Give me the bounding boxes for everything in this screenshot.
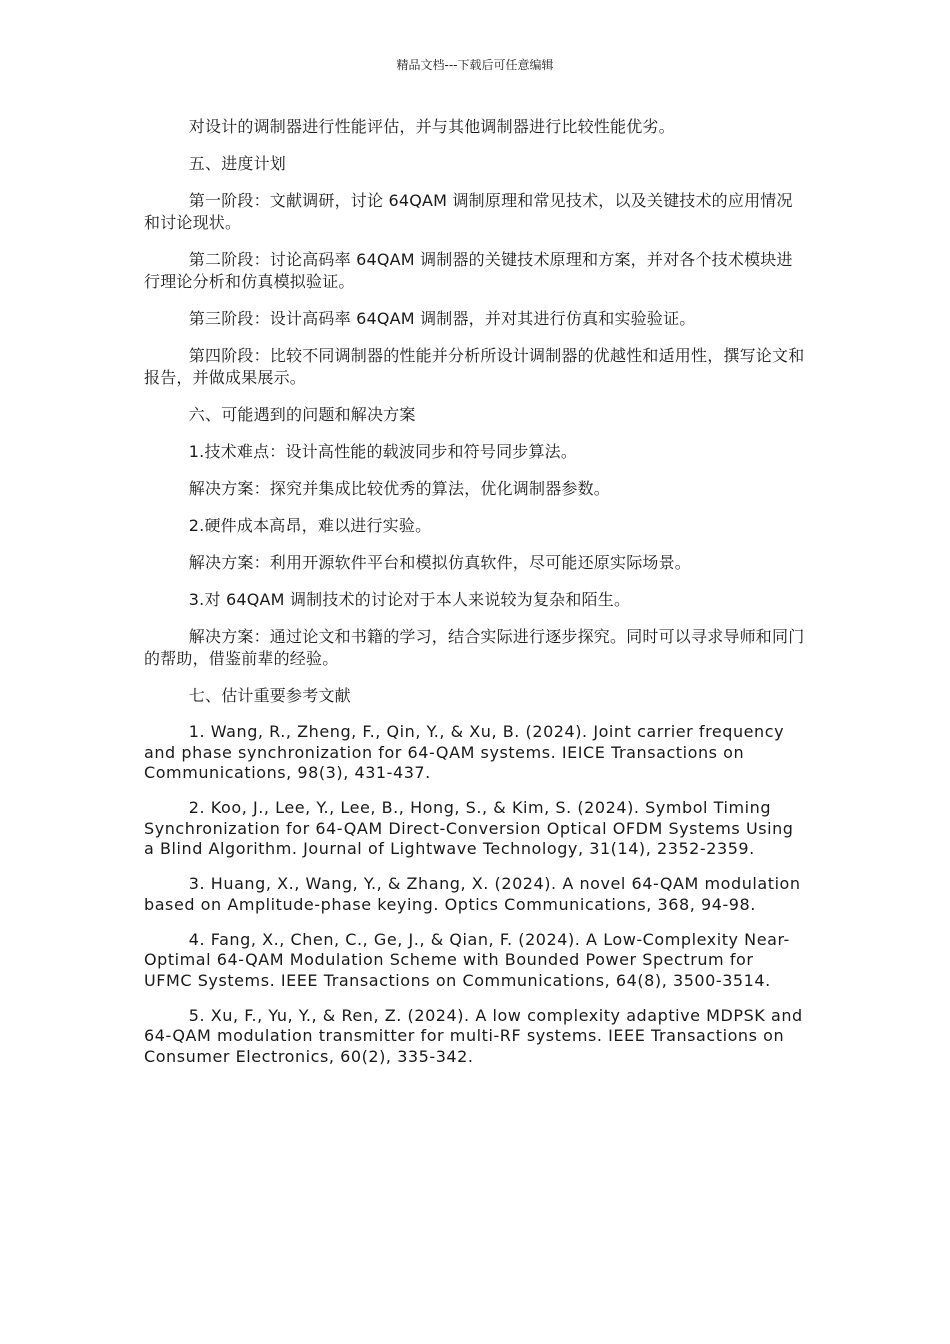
reference-item: 2. Koo, J., Lee, Y., Lee, B., Hong, S., & Kim, S. (2024). Symbol Timing Synchronization for 64-QAM Direct-Conversion Optical OFDM Systems Using a Blind Algorithm. Journal of Lightwave Technology, 31(14), 2352-2359.	[144, 798, 794, 858]
reference-item: 1. Wang, R., Zheng, F., Qin, Y., & Xu, B. (2024). Joint carrier frequency and phase synchronization for 64-QAM systems. IEICE Transactions on Communications, 98(3), 431-437.	[144, 722, 785, 782]
paragraph-evaluation: 对设计的调制器进行性能评估，并与其他调制器进行比较性能优劣。	[188, 117, 675, 136]
solution-1: 解决方案：探究并集成比较优秀的算法，优化调制器参数。	[188, 479, 610, 498]
page-header: 精品文档---下载后可任意编辑	[396, 58, 554, 72]
reference-item: 5. Xu, F., Yu, Y., & Ren, Z. (2024). A low complexity adaptive MDPSK and 64-QAM modulation transmitter for multi-RF systems. IEEE Transactions on Consumer Electronics, 60(2), 335-342.	[144, 1005, 803, 1066]
paragraph-phase-2: 第二阶段：讨论高码率 64QAM 调制器的关键技术原理和方案，并对各个技术模块进行理论分析和仿真模拟验证。	[144, 250, 793, 291]
problem-1: 1.技术难点：设计高性能的载波同步和符号同步算法。	[188, 442, 578, 461]
document-body	[144, 116, 806, 1082]
reference-item: 4. Fang, X., Chen, C., Ge, J., & Qian, F. (2024). A Low-Complexity Near-Optimal 64-QAM Modulation Scheme with Bounded Power Spectrum for UFMC Systems. IEEE Transactions on Communications, 64(8), 3500-3514.	[144, 929, 790, 990]
section-heading-references: 七、估计重要参考文献	[188, 686, 351, 705]
paragraph-phase-1: 第一阶段：文献调研，讨论 64QAM 调制原理和常见技术，以及关键技术的应用情况和讨论现状。	[144, 191, 793, 232]
solution-2: 解决方案：利用开源软件平台和模拟仿真软件，尽可能还原实际场景。	[188, 553, 691, 572]
problem-3: 3.对 64QAM 调制技术的讨论对于本人来说较为复杂和陌生。	[188, 590, 631, 609]
problem-2: 2.硬件成本高昂，难以进行实验。	[188, 516, 432, 535]
section-heading-problems: 六、可能遇到的问题和解决方案	[188, 405, 416, 424]
section-heading-schedule: 五、进度计划	[188, 154, 286, 173]
reference-item: 3. Huang, X., Wang, Y., & Zhang, X. (2024). A novel 64-QAM modulation based on Amplitude-phase keying. Optics Communications, 368, 94-98.	[144, 874, 801, 914]
solution-3: 解决方案：通过论文和书籍的学习，结合实际进行逐步探究。同时可以寻求导师和同门的帮助，借鉴前辈的经验。	[144, 627, 805, 668]
paragraph-phase-3: 第三阶段：设计高码率 64QAM 调制器，并对其进行仿真和实验验证。	[188, 309, 696, 328]
paragraph-phase-4: 第四阶段：比较不同调制器的性能并分析所设计调制器的优越性和适用性，撰写论文和报告，并做成果展示。	[144, 346, 805, 387]
